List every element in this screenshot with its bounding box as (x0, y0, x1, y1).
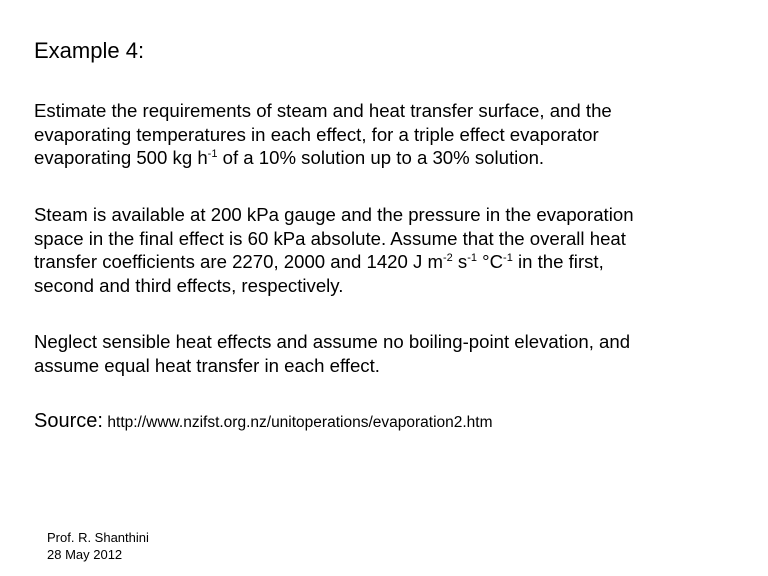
superscript: -1 (467, 252, 478, 264)
superscript: -1 (207, 148, 218, 160)
text-line (34, 250, 754, 274)
text-line: second and third effects, respectively. (34, 274, 344, 296)
text-line: Estimate the requirements of steam and heat transfer surface, and the (34, 100, 612, 121)
superscript: -2 (442, 252, 453, 264)
assumptions-paragraph (34, 330, 754, 377)
footer-author: Prof. R. Shanthini (47, 530, 149, 545)
slide-title: Example 4: (34, 38, 145, 63)
footer-date: 28 May 2012 (47, 547, 123, 562)
source-label: Source: (34, 410, 103, 432)
source-url: http://www.nzifst.org.nz/unitoperations/evaporation2.htm (107, 414, 493, 431)
text-segment: in the first, (512, 251, 604, 272)
text-line: assume equal heat transfer in each effect. (34, 354, 380, 376)
source-citation (34, 410, 493, 433)
text-segment: °C (477, 251, 504, 272)
superscript: -1 (503, 252, 513, 264)
slide-footer (47, 529, 149, 563)
problem-statement-paragraph (34, 99, 754, 170)
text-line: Neglect sensible heat effects and assume no boiling-point elevation, and (34, 331, 631, 352)
conditions-paragraph (34, 203, 754, 297)
text-line (34, 146, 754, 170)
text-segment: of a 10% solution up to a 30% solution. (217, 147, 545, 168)
text-segment: evaporating 500 kg h (34, 147, 208, 168)
text-line: evaporating temperatures in each effect, for a triple effect evaporator (34, 123, 599, 145)
text-segment: transfer coefficients are 2270, 2000 and 1420 J m (34, 251, 443, 272)
text-line: space in the final effect is 60 kPa absolute. Assume that the overall heat (34, 227, 626, 249)
text-line: Steam is available at 200 kPa gauge and the pressure in the evaporation (34, 204, 634, 225)
text-segment: s (452, 251, 468, 272)
